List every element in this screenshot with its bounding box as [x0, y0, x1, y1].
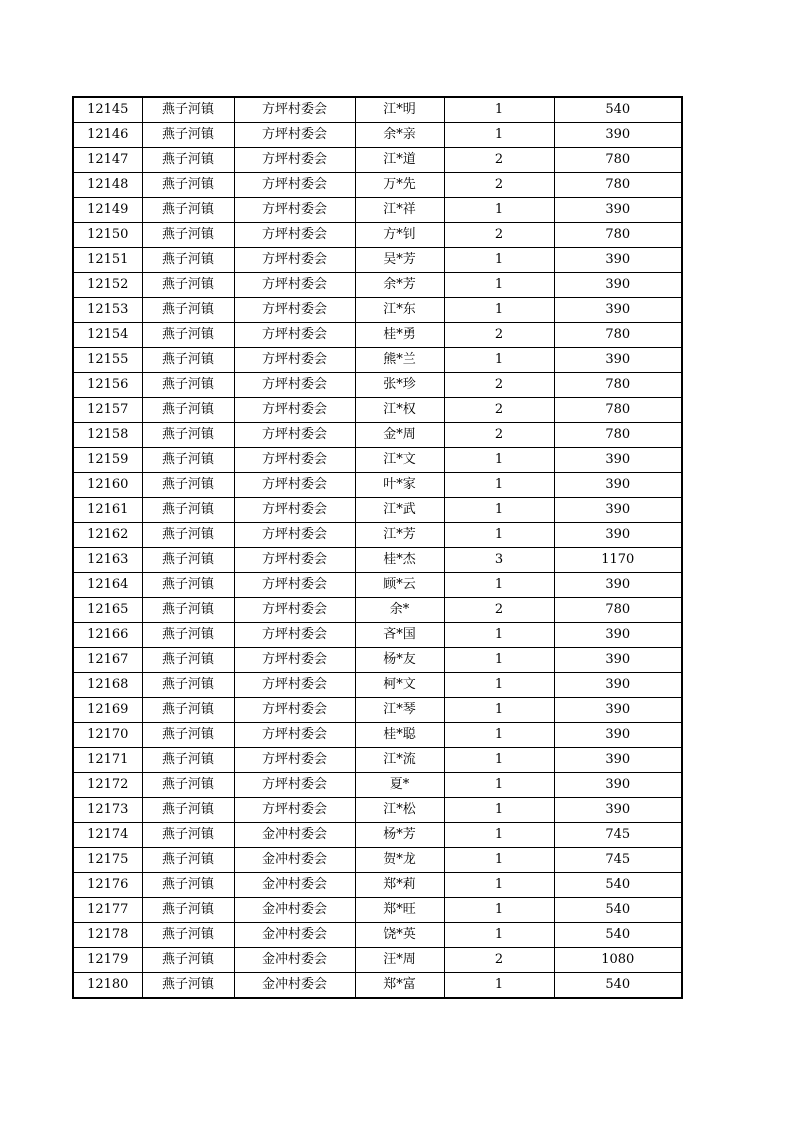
cell-village: 方坪村委会 — [234, 298, 355, 323]
cell-name: 吴*芳 — [355, 248, 444, 273]
cell-amount: 390 — [554, 473, 682, 498]
cell-amount: 390 — [554, 773, 682, 798]
cell-name: 江*东 — [355, 298, 444, 323]
cell-amount: 390 — [554, 248, 682, 273]
cell-amount: 780 — [554, 173, 682, 198]
cell-town: 燕子河镇 — [142, 673, 234, 698]
cell-amount: 540 — [554, 923, 682, 948]
cell-amount: 540 — [554, 973, 682, 999]
table-row — [73, 498, 682, 523]
cell-village: 方坪村委会 — [234, 773, 355, 798]
cell-town: 燕子河镇 — [142, 148, 234, 173]
cell-amount: 780 — [554, 598, 682, 623]
cell-count: 1 — [444, 273, 554, 298]
cell-village: 方坪村委会 — [234, 748, 355, 773]
cell-amount: 390 — [554, 298, 682, 323]
cell-amount: 390 — [554, 748, 682, 773]
cell-id: 12145 — [73, 97, 142, 123]
cell-village: 方坪村委会 — [234, 723, 355, 748]
cell-amount: 390 — [554, 648, 682, 673]
cell-amount: 390 — [554, 348, 682, 373]
cell-village: 方坪村委会 — [234, 423, 355, 448]
cell-amount: 1080 — [554, 948, 682, 973]
table-row — [73, 923, 682, 948]
table-row — [73, 123, 682, 148]
cell-name: 饶*英 — [355, 923, 444, 948]
cell-count: 2 — [444, 373, 554, 398]
table-row — [73, 223, 682, 248]
cell-village: 方坪村委会 — [234, 698, 355, 723]
cell-village: 方坪村委会 — [234, 248, 355, 273]
cell-id: 12147 — [73, 148, 142, 173]
cell-village: 金冲村委会 — [234, 823, 355, 848]
cell-id: 12157 — [73, 398, 142, 423]
cell-count: 1 — [444, 623, 554, 648]
cell-village: 方坪村委会 — [234, 623, 355, 648]
cell-id: 12180 — [73, 973, 142, 999]
cell-id: 12169 — [73, 698, 142, 723]
cell-count: 1 — [444, 723, 554, 748]
table-row — [73, 398, 682, 423]
cell-name: 桂*勇 — [355, 323, 444, 348]
cell-name: 顾*云 — [355, 573, 444, 598]
cell-name: 杨*芳 — [355, 823, 444, 848]
cell-name: 江*流 — [355, 748, 444, 773]
cell-village: 方坪村委会 — [234, 373, 355, 398]
cell-town: 燕子河镇 — [142, 598, 234, 623]
table-row — [73, 198, 682, 223]
table-row — [73, 573, 682, 598]
cell-name: 金*周 — [355, 423, 444, 448]
cell-id: 12158 — [73, 423, 142, 448]
cell-village: 方坪村委会 — [234, 448, 355, 473]
cell-village: 方坪村委会 — [234, 348, 355, 373]
cell-town: 燕子河镇 — [142, 548, 234, 573]
cell-count: 1 — [444, 773, 554, 798]
cell-town: 燕子河镇 — [142, 923, 234, 948]
cell-id: 12155 — [73, 348, 142, 373]
cell-amount: 780 — [554, 373, 682, 398]
cell-town: 燕子河镇 — [142, 248, 234, 273]
cell-amount: 780 — [554, 323, 682, 348]
cell-id: 12170 — [73, 723, 142, 748]
table-row — [73, 298, 682, 323]
cell-amount: 745 — [554, 823, 682, 848]
cell-village: 金冲村委会 — [234, 948, 355, 973]
cell-id: 12175 — [73, 848, 142, 873]
cell-town: 燕子河镇 — [142, 798, 234, 823]
cell-town: 燕子河镇 — [142, 573, 234, 598]
cell-count: 2 — [444, 398, 554, 423]
cell-count: 1 — [444, 473, 554, 498]
cell-amount: 390 — [554, 198, 682, 223]
cell-town: 燕子河镇 — [142, 198, 234, 223]
cell-count: 1 — [444, 898, 554, 923]
cell-id: 12166 — [73, 623, 142, 648]
cell-village: 方坪村委会 — [234, 473, 355, 498]
table-row — [73, 323, 682, 348]
cell-count: 1 — [444, 698, 554, 723]
cell-count: 1 — [444, 823, 554, 848]
cell-town: 燕子河镇 — [142, 723, 234, 748]
table-row — [73, 848, 682, 873]
cell-town: 燕子河镇 — [142, 823, 234, 848]
data-table — [72, 96, 683, 999]
cell-count: 1 — [444, 648, 554, 673]
table-row — [73, 97, 682, 123]
cell-name: 江*武 — [355, 498, 444, 523]
cell-village: 方坪村委会 — [234, 173, 355, 198]
cell-amount: 780 — [554, 423, 682, 448]
cell-name: 夏* — [355, 773, 444, 798]
cell-count: 3 — [444, 548, 554, 573]
cell-count: 2 — [444, 948, 554, 973]
cell-village: 方坪村委会 — [234, 323, 355, 348]
cell-amount: 745 — [554, 848, 682, 873]
cell-name: 余*芳 — [355, 273, 444, 298]
cell-village: 金冲村委会 — [234, 848, 355, 873]
table-row — [73, 948, 682, 973]
cell-village: 方坪村委会 — [234, 523, 355, 548]
cell-town: 燕子河镇 — [142, 898, 234, 923]
cell-count: 1 — [444, 97, 554, 123]
table-row — [73, 798, 682, 823]
table-row — [73, 723, 682, 748]
cell-town: 燕子河镇 — [142, 298, 234, 323]
table-body — [73, 97, 682, 998]
cell-name: 江*道 — [355, 148, 444, 173]
cell-village: 金冲村委会 — [234, 898, 355, 923]
cell-count: 1 — [444, 523, 554, 548]
cell-id: 12168 — [73, 673, 142, 698]
cell-count: 1 — [444, 498, 554, 523]
cell-count: 1 — [444, 923, 554, 948]
cell-name: 郑*旺 — [355, 898, 444, 923]
cell-count: 1 — [444, 448, 554, 473]
table-row — [73, 748, 682, 773]
cell-count: 1 — [444, 848, 554, 873]
cell-village: 方坪村委会 — [234, 673, 355, 698]
cell-count: 2 — [444, 223, 554, 248]
cell-town: 燕子河镇 — [142, 848, 234, 873]
cell-name: 贺*龙 — [355, 848, 444, 873]
cell-id: 12173 — [73, 798, 142, 823]
cell-name: 郑*莉 — [355, 873, 444, 898]
cell-town: 燕子河镇 — [142, 223, 234, 248]
cell-town: 燕子河镇 — [142, 473, 234, 498]
table-row — [73, 173, 682, 198]
table-row — [73, 673, 682, 698]
cell-count: 1 — [444, 198, 554, 223]
cell-amount: 540 — [554, 97, 682, 123]
cell-name: 余* — [355, 598, 444, 623]
cell-amount: 390 — [554, 273, 682, 298]
cell-village: 方坪村委会 — [234, 198, 355, 223]
cell-name: 张*珍 — [355, 373, 444, 398]
cell-town: 燕子河镇 — [142, 948, 234, 973]
cell-amount: 780 — [554, 148, 682, 173]
cell-amount: 780 — [554, 398, 682, 423]
cell-village: 金冲村委会 — [234, 923, 355, 948]
cell-village: 金冲村委会 — [234, 873, 355, 898]
cell-name: 桂*聪 — [355, 723, 444, 748]
cell-town: 燕子河镇 — [142, 448, 234, 473]
cell-id: 12167 — [73, 648, 142, 673]
cell-id: 12165 — [73, 598, 142, 623]
cell-id: 12160 — [73, 473, 142, 498]
cell-id: 12172 — [73, 773, 142, 798]
cell-town: 燕子河镇 — [142, 773, 234, 798]
cell-count: 2 — [444, 423, 554, 448]
cell-amount: 540 — [554, 898, 682, 923]
cell-town: 燕子河镇 — [142, 398, 234, 423]
cell-count: 1 — [444, 298, 554, 323]
cell-village: 方坪村委会 — [234, 97, 355, 123]
cell-amount: 390 — [554, 523, 682, 548]
table-row — [73, 973, 682, 999]
table-row — [73, 523, 682, 548]
cell-amount: 390 — [554, 623, 682, 648]
cell-id: 12177 — [73, 898, 142, 923]
cell-id: 12152 — [73, 273, 142, 298]
table-row — [73, 248, 682, 273]
cell-id: 12146 — [73, 123, 142, 148]
table-row — [73, 148, 682, 173]
cell-amount: 390 — [554, 698, 682, 723]
table-row — [73, 348, 682, 373]
table-row — [73, 373, 682, 398]
cell-amount: 1170 — [554, 548, 682, 573]
cell-count: 2 — [444, 598, 554, 623]
cell-id: 12153 — [73, 298, 142, 323]
cell-town: 燕子河镇 — [142, 698, 234, 723]
table-row — [73, 648, 682, 673]
cell-town: 燕子河镇 — [142, 97, 234, 123]
table-row — [73, 423, 682, 448]
cell-amount: 390 — [554, 123, 682, 148]
cell-id: 12178 — [73, 923, 142, 948]
cell-name: 柯*文 — [355, 673, 444, 698]
cell-village: 方坪村委会 — [234, 148, 355, 173]
cell-amount: 780 — [554, 223, 682, 248]
cell-village: 方坪村委会 — [234, 223, 355, 248]
table-row — [73, 623, 682, 648]
cell-village: 方坪村委会 — [234, 498, 355, 523]
cell-count: 1 — [444, 573, 554, 598]
table-row — [73, 823, 682, 848]
table-row — [73, 773, 682, 798]
cell-name: 江*祥 — [355, 198, 444, 223]
cell-name: 叶*家 — [355, 473, 444, 498]
cell-amount: 390 — [554, 673, 682, 698]
cell-id: 12176 — [73, 873, 142, 898]
cell-id: 12154 — [73, 323, 142, 348]
cell-amount: 390 — [554, 573, 682, 598]
cell-count: 1 — [444, 248, 554, 273]
cell-town: 燕子河镇 — [142, 973, 234, 999]
table-row — [73, 898, 682, 923]
cell-amount: 390 — [554, 723, 682, 748]
table-row — [73, 698, 682, 723]
cell-town: 燕子河镇 — [142, 748, 234, 773]
cell-town: 燕子河镇 — [142, 323, 234, 348]
cell-count: 1 — [444, 748, 554, 773]
cell-count: 2 — [444, 148, 554, 173]
cell-id: 12156 — [73, 373, 142, 398]
cell-count: 1 — [444, 123, 554, 148]
cell-name: 江*松 — [355, 798, 444, 823]
cell-id: 12149 — [73, 198, 142, 223]
cell-count: 2 — [444, 173, 554, 198]
cell-count: 1 — [444, 973, 554, 999]
cell-town: 燕子河镇 — [142, 373, 234, 398]
table-row — [73, 273, 682, 298]
cell-amount: 390 — [554, 448, 682, 473]
cell-name: 江*明 — [355, 97, 444, 123]
cell-amount: 540 — [554, 873, 682, 898]
cell-town: 燕子河镇 — [142, 873, 234, 898]
cell-count: 1 — [444, 873, 554, 898]
cell-name: 江*权 — [355, 398, 444, 423]
cell-village: 方坪村委会 — [234, 648, 355, 673]
cell-name: 郑*富 — [355, 973, 444, 999]
cell-town: 燕子河镇 — [142, 648, 234, 673]
cell-town: 燕子河镇 — [142, 123, 234, 148]
table-row — [73, 873, 682, 898]
cell-name: 吝*国 — [355, 623, 444, 648]
cell-id: 12162 — [73, 523, 142, 548]
cell-id: 12148 — [73, 173, 142, 198]
cell-id: 12150 — [73, 223, 142, 248]
cell-id: 12159 — [73, 448, 142, 473]
cell-name: 桂*杰 — [355, 548, 444, 573]
cell-town: 燕子河镇 — [142, 498, 234, 523]
cell-count: 1 — [444, 673, 554, 698]
cell-town: 燕子河镇 — [142, 273, 234, 298]
cell-town: 燕子河镇 — [142, 623, 234, 648]
table-row — [73, 473, 682, 498]
cell-village: 方坪村委会 — [234, 398, 355, 423]
table-row — [73, 548, 682, 573]
cell-town: 燕子河镇 — [142, 173, 234, 198]
cell-village: 金冲村委会 — [234, 973, 355, 999]
cell-id: 12163 — [73, 548, 142, 573]
table-row — [73, 598, 682, 623]
cell-town: 燕子河镇 — [142, 348, 234, 373]
cell-name: 方*钊 — [355, 223, 444, 248]
cell-id: 12174 — [73, 823, 142, 848]
cell-id: 12164 — [73, 573, 142, 598]
cell-village: 方坪村委会 — [234, 573, 355, 598]
cell-name: 江*芳 — [355, 523, 444, 548]
cell-count: 2 — [444, 323, 554, 348]
cell-amount: 390 — [554, 498, 682, 523]
cell-amount: 390 — [554, 798, 682, 823]
cell-name: 杨*友 — [355, 648, 444, 673]
cell-name: 万*先 — [355, 173, 444, 198]
cell-village: 方坪村委会 — [234, 798, 355, 823]
cell-id: 12171 — [73, 748, 142, 773]
cell-name: 江*琴 — [355, 698, 444, 723]
cell-id: 12151 — [73, 248, 142, 273]
cell-village: 方坪村委会 — [234, 548, 355, 573]
cell-count: 1 — [444, 348, 554, 373]
cell-village: 方坪村委会 — [234, 273, 355, 298]
cell-count: 1 — [444, 798, 554, 823]
cell-name: 余*亲 — [355, 123, 444, 148]
cell-town: 燕子河镇 — [142, 423, 234, 448]
cell-village: 方坪村委会 — [234, 123, 355, 148]
cell-name: 熊*兰 — [355, 348, 444, 373]
table-row — [73, 448, 682, 473]
cell-id: 12179 — [73, 948, 142, 973]
cell-id: 12161 — [73, 498, 142, 523]
cell-village: 方坪村委会 — [234, 598, 355, 623]
cell-town: 燕子河镇 — [142, 523, 234, 548]
cell-name: 江*文 — [355, 448, 444, 473]
cell-name: 汪*周 — [355, 948, 444, 973]
